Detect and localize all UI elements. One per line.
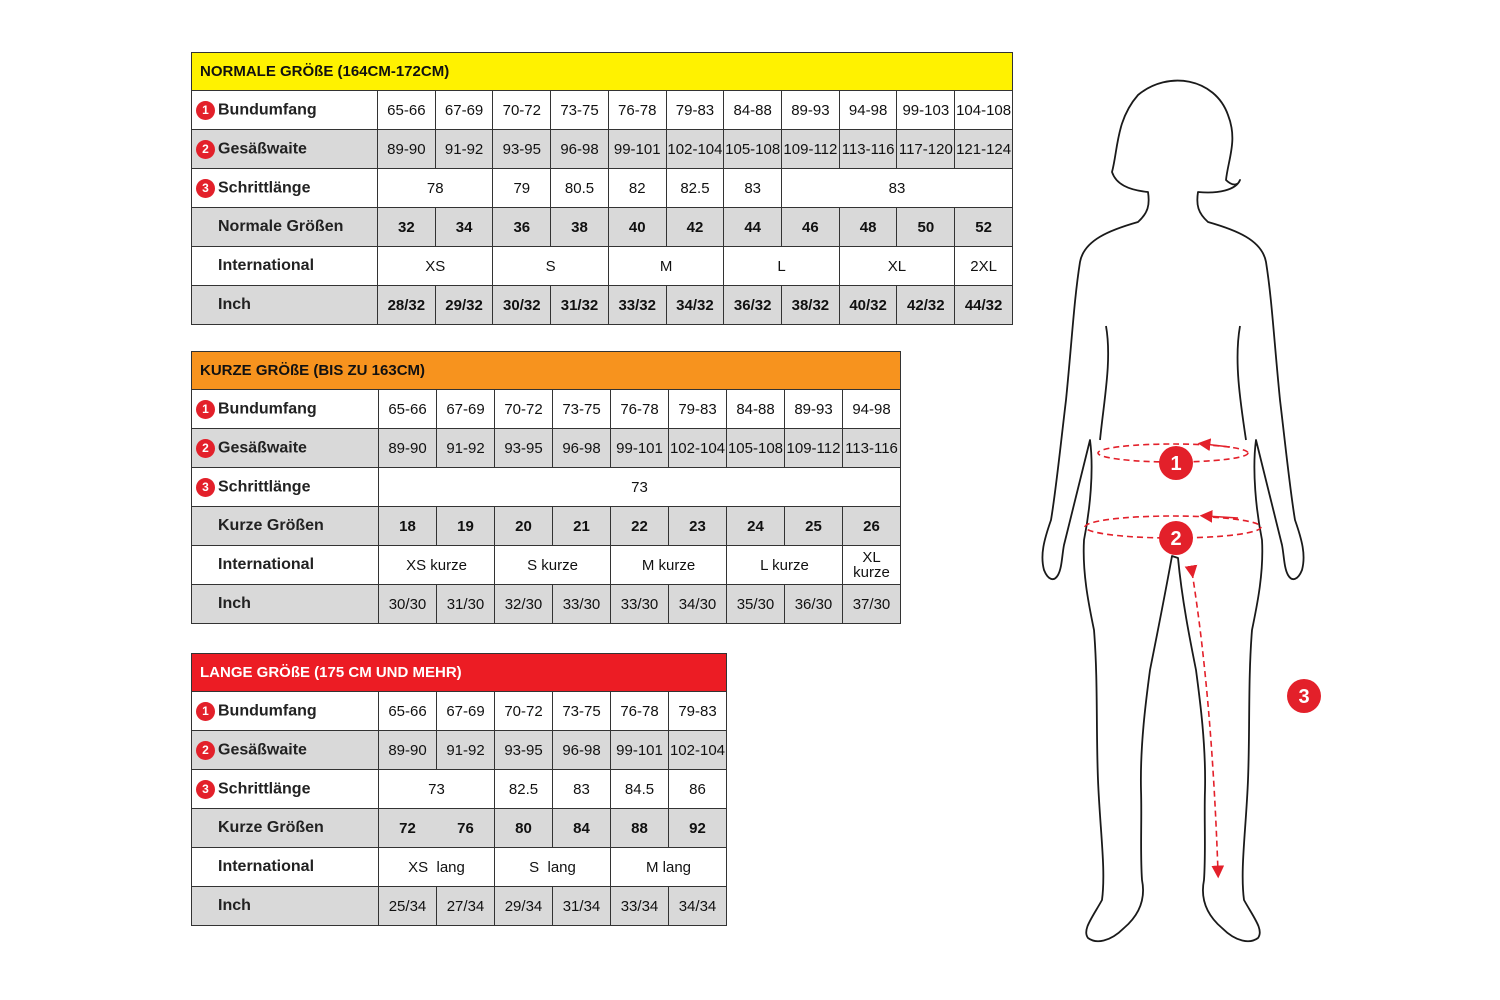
marker-1-badge: 1 — [196, 400, 215, 419]
row-sizes — [192, 507, 901, 546]
table-cell: 102-104 — [666, 130, 724, 169]
table-cell: 70-72 — [495, 692, 553, 731]
table-cell: 83 — [553, 770, 611, 809]
row-sizes — [192, 809, 727, 848]
row-label: Bundumfang — [218, 702, 317, 719]
table-cell: 84 — [553, 809, 611, 848]
table-cell: 102-104 — [669, 429, 727, 468]
row-bundumfang — [192, 692, 727, 731]
table-cell: 96-98 — [553, 731, 611, 770]
row-label: Inch — [192, 286, 378, 325]
table-cell: 18 — [379, 507, 437, 546]
table-cell: 83 — [782, 169, 1013, 208]
table-cell: 31/34 — [553, 887, 611, 926]
table-title: NORMALE GRÖßE (164CM-172CM) — [192, 53, 1013, 91]
row-label: Kurze Größen — [192, 809, 379, 848]
table-cell: 76-78 — [608, 91, 666, 130]
table-cell: 33/34 — [611, 887, 669, 926]
table-cell: 24 — [727, 507, 785, 546]
table-cell: 76-78 — [611, 390, 669, 429]
table-cell: 105-108 — [727, 429, 785, 468]
table-cell: 83 — [724, 169, 782, 208]
table-cell: XS lang — [379, 848, 495, 887]
table-cell: 42 — [666, 208, 724, 247]
table-cell: 29/32 — [435, 286, 493, 325]
table-cell: 79-83 — [666, 91, 724, 130]
row-inch — [192, 286, 1013, 325]
row-label: Kurze Größen — [192, 507, 379, 546]
row-label: Bundumfang — [218, 101, 317, 118]
table-cell: 121-124 — [955, 130, 1013, 169]
marker-1-badge: 1 — [196, 101, 215, 120]
table-cell: 96-98 — [553, 429, 611, 468]
table-cell: 73-75 — [553, 692, 611, 731]
marker-2-badge: 2 — [196, 741, 215, 760]
table-header-row — [192, 53, 1013, 91]
marker-1-label: 1 — [1170, 453, 1182, 475]
table-cell: 84.5 — [611, 770, 669, 809]
marker-2-badge: 2 — [196, 439, 215, 458]
table-cell: 99-103 — [897, 91, 955, 130]
table-cell: 36 — [493, 208, 551, 247]
row-gesaesswaite — [192, 429, 901, 468]
row-bundumfang — [192, 91, 1013, 130]
table-cell: 99-101 — [611, 731, 669, 770]
table-cell: 25 — [785, 507, 843, 546]
marker-2-badge: 2 — [196, 140, 215, 159]
table-cell: 30/32 — [493, 286, 551, 325]
table-cell: 28/32 — [378, 286, 436, 325]
table-cell: M kurze — [611, 546, 727, 585]
row-label: Bundumfang — [218, 400, 317, 417]
table-cell: 76-78 — [611, 692, 669, 731]
table-cell: 38/32 — [782, 286, 840, 325]
row-label: Schrittlänge — [218, 179, 311, 196]
table-cell: XS kurze — [379, 546, 495, 585]
table-cell: 105-108 — [724, 130, 782, 169]
table-cell: 113-116 — [843, 429, 901, 468]
table-cell: 36/32 — [724, 286, 782, 325]
row-inch — [192, 887, 727, 926]
row-label: Inch — [192, 585, 379, 624]
table-cell: 21 — [553, 507, 611, 546]
table-cell: 32 — [378, 208, 436, 247]
table-cell: 91-92 — [437, 429, 495, 468]
table-cell: 34/30 — [669, 585, 727, 624]
table-cell: 104-108 — [955, 91, 1013, 130]
cell-line: kurze — [853, 564, 890, 581]
table-title: KURZE GRÖßE (BIS ZU 163CM) — [192, 352, 901, 390]
table-cell: S lang — [495, 848, 611, 887]
table-cell: 29/34 — [495, 887, 553, 926]
table-cell: 20 — [495, 507, 553, 546]
table-cell: 48 — [839, 208, 897, 247]
marker-2-label: 2 — [1170, 528, 1182, 550]
table-cell: 89-90 — [379, 429, 437, 468]
marker-3-badge: 3 — [196, 179, 215, 198]
table-cell: 46 — [782, 208, 840, 247]
table-cell: 89-90 — [379, 731, 437, 770]
table-cell: 89-90 — [378, 130, 436, 169]
row-label: Gesäßwaite — [218, 741, 307, 758]
table-cell: 91-92 — [435, 130, 493, 169]
table-cell: 76 — [437, 809, 495, 848]
table-cell: 99-101 — [611, 429, 669, 468]
table-cell: 34 — [435, 208, 493, 247]
table-cell: S — [493, 247, 608, 286]
marker-3-badge: 3 — [196, 478, 215, 497]
arm-inner-right — [1238, 326, 1246, 440]
row-inch — [192, 585, 901, 624]
table-cell: 65-66 — [379, 692, 437, 731]
row-schrittlaenge — [192, 468, 901, 507]
table-cell: 34/34 — [669, 887, 727, 926]
table-cell: 31/32 — [551, 286, 609, 325]
row-label: Inch — [192, 887, 379, 926]
table-cell: 102-104 — [669, 731, 727, 770]
body-outline — [1042, 81, 1303, 942]
table-cell: 93-95 — [495, 731, 553, 770]
row-label: Normale Größen — [192, 208, 378, 247]
row-schrittlaenge — [192, 169, 1013, 208]
row-gesaesswaite — [192, 130, 1013, 169]
table-cell — [843, 546, 901, 585]
cell-line: XL — [862, 549, 881, 566]
table-cell: 70-72 — [495, 390, 553, 429]
short-size-table — [191, 351, 901, 624]
table-cell: 33/30 — [553, 585, 611, 624]
table-cell: M — [608, 247, 723, 286]
table-cell: 73-75 — [551, 91, 609, 130]
table-cell: 94-98 — [839, 91, 897, 130]
table-cell: 73 — [379, 770, 495, 809]
table-cell: 52 — [955, 208, 1013, 247]
table-cell: 99-101 — [608, 130, 666, 169]
table-cell: 36/30 — [785, 585, 843, 624]
marker-3-badge: 3 — [196, 780, 215, 799]
table-cell: 65-66 — [379, 390, 437, 429]
table-cell: 94-98 — [843, 390, 901, 429]
table-cell: 79 — [493, 169, 551, 208]
table-cell: 33/32 — [608, 286, 666, 325]
table-cell: 93-95 — [493, 130, 551, 169]
row-bundumfang — [192, 390, 901, 429]
table-title: LANGE GRÖßE (175 CM UND MEHR) — [192, 654, 727, 692]
table-cell: 109-112 — [782, 130, 840, 169]
table-cell: L kurze — [727, 546, 843, 585]
table-cell: 78 — [378, 169, 493, 208]
row-international — [192, 247, 1013, 286]
table-cell: 86 — [669, 770, 727, 809]
table-cell: 34/32 — [666, 286, 724, 325]
table-cell: 30/30 — [379, 585, 437, 624]
table-cell: 26 — [843, 507, 901, 546]
table-cell: 32/30 — [495, 585, 553, 624]
table-cell: 27/34 — [437, 887, 495, 926]
marker-1-badge: 1 — [196, 702, 215, 721]
table-cell: 84-88 — [724, 91, 782, 130]
table-cell: 67-69 — [435, 91, 493, 130]
table-cell: S kurze — [495, 546, 611, 585]
table-cell: 40 — [608, 208, 666, 247]
table-header-row — [192, 352, 901, 390]
table-cell: 92 — [669, 809, 727, 848]
row-international — [192, 546, 901, 585]
table-cell: 25/34 — [379, 887, 437, 926]
table-cell: 2XL — [955, 247, 1013, 286]
row-label: Gesäßwaite — [218, 140, 307, 157]
table-header-row — [192, 654, 727, 692]
row-label: Schrittlänge — [218, 780, 311, 797]
table-cell: 70-72 — [493, 91, 551, 130]
table-cell: 93-95 — [495, 429, 553, 468]
table-cell: 44/32 — [955, 286, 1013, 325]
row-schrittlaenge — [192, 770, 727, 809]
long-size-table — [191, 653, 727, 926]
body-measurement-figure — [1030, 70, 1350, 950]
table-cell: 79-83 — [669, 390, 727, 429]
arm-inner-left — [1100, 326, 1108, 440]
table-cell: 65-66 — [378, 91, 436, 130]
table-cell: L — [724, 247, 839, 286]
table-cell: 84-88 — [727, 390, 785, 429]
row-label: Gesäßwaite — [218, 439, 307, 456]
table-cell: XL — [839, 247, 954, 286]
table-cell: 80 — [495, 809, 553, 848]
row-gesaesswaite — [192, 731, 727, 770]
row-label: International — [192, 848, 379, 887]
row-international — [192, 848, 727, 887]
table-cell: 89-93 — [782, 91, 840, 130]
marker-3-label: 3 — [1298, 686, 1310, 708]
table-cell: 82.5 — [495, 770, 553, 809]
table-cell: M lang — [611, 848, 727, 887]
table-cell: 23 — [669, 507, 727, 546]
table-cell: 82.5 — [666, 169, 724, 208]
table-cell: 72 — [379, 809, 437, 848]
table-cell: 96-98 — [551, 130, 609, 169]
table-cell: 37/30 — [843, 585, 901, 624]
table-cell: 31/30 — [437, 585, 495, 624]
table-cell: 73-75 — [553, 390, 611, 429]
table-cell: 113-116 — [839, 130, 897, 169]
row-sizes — [192, 208, 1013, 247]
table-cell: 89-93 — [785, 390, 843, 429]
hip-arrow — [1206, 516, 1238, 518]
row-label: International — [192, 247, 378, 286]
table-cell: 91-92 — [437, 731, 495, 770]
table-cell: 44 — [724, 208, 782, 247]
table-cell: 42/32 — [897, 286, 955, 325]
table-cell: XS — [378, 247, 493, 286]
table-cell: 67-69 — [437, 390, 495, 429]
table-cell: 33/30 — [611, 585, 669, 624]
table-cell: 79-83 — [669, 692, 727, 731]
table-cell: 67-69 — [437, 692, 495, 731]
table-cell: 38 — [551, 208, 609, 247]
table-cell: 40/32 — [839, 286, 897, 325]
table-cell: 19 — [437, 507, 495, 546]
table-cell: 73 — [379, 468, 901, 507]
table-cell: 80.5 — [551, 169, 609, 208]
row-label: Schrittlänge — [218, 478, 311, 495]
table-cell: 35/30 — [727, 585, 785, 624]
table-cell: 82 — [608, 169, 666, 208]
normal-size-table — [191, 52, 1013, 325]
row-label: International — [192, 546, 379, 585]
table-cell: 109-112 — [785, 429, 843, 468]
table-cell: 117-120 — [897, 130, 955, 169]
table-cell: 50 — [897, 208, 955, 247]
table-cell: 22 — [611, 507, 669, 546]
table-cell: 88 — [611, 809, 669, 848]
